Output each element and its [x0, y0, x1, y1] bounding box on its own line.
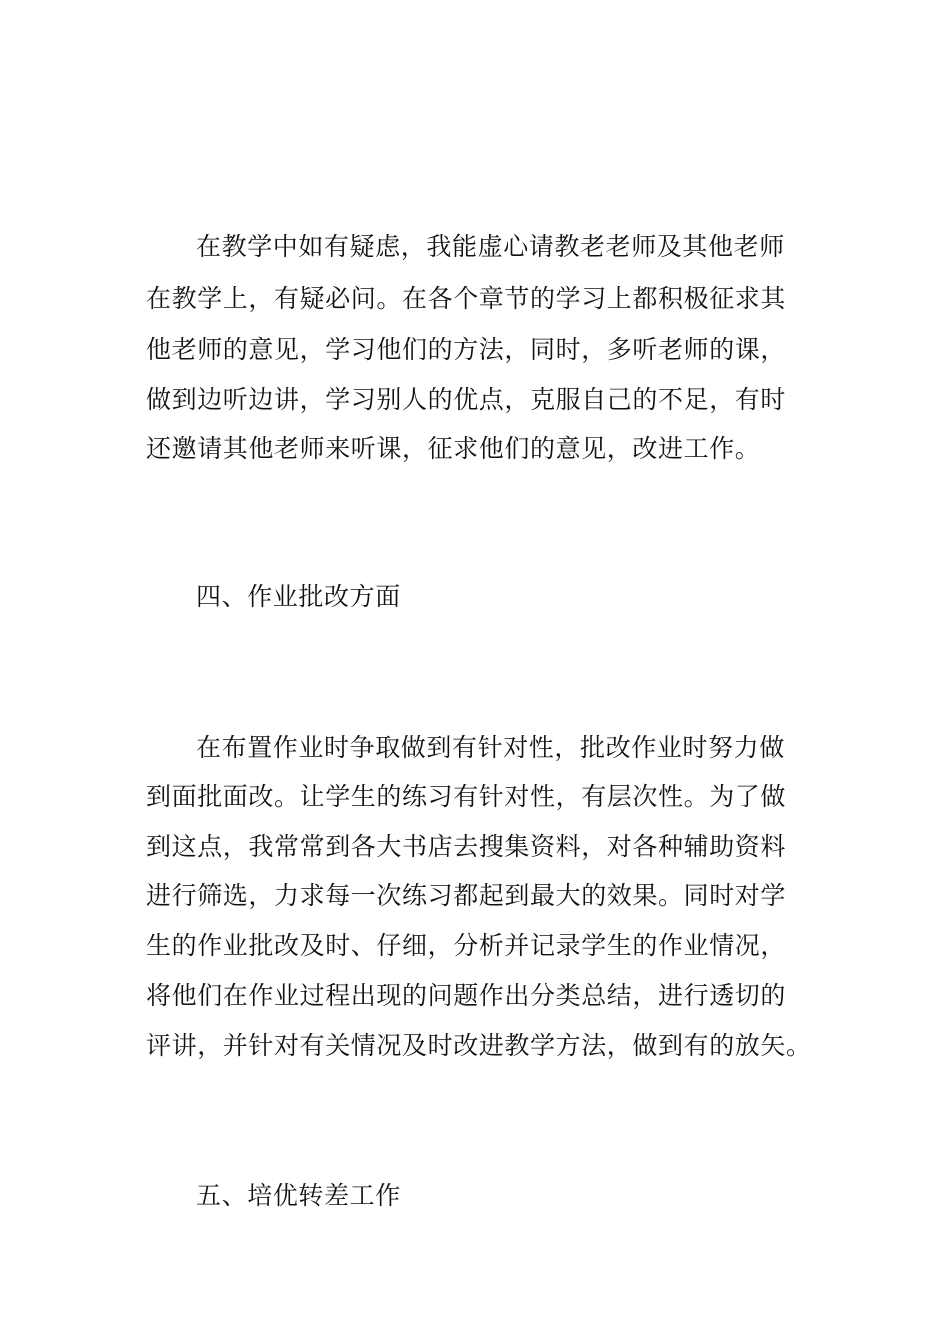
- section-heading: 四、作业批改方面: [196, 582, 401, 611]
- paragraph-line: 将他们在作业过程出现的问题作出分类总结，进行透切的: [146, 981, 787, 1010]
- paragraph-line: 在教学中如有疑虑，我能虚心请教老老师及其他老师: [196, 232, 785, 261]
- paragraph-line: 生的作业批改及时、仔细，分析并记录学生的作业情况，: [146, 931, 787, 960]
- paragraph-line: 在布置作业时争取做到有针对性，批改作业时努力做: [196, 733, 785, 762]
- paragraph-line: 进行筛选，力求每一次练习都起到最大的效果。同时对学: [146, 881, 787, 910]
- section-heading: 五、培优转差工作: [196, 1181, 401, 1210]
- paragraph-line: 评讲，并针对有关情况及时改进教学方法，做到有的放矢。: [146, 1031, 812, 1060]
- paragraph-line: 做到边听边讲，学习别人的优点，克服自己的不足，有时: [146, 385, 787, 414]
- paragraph-line: 在教学上，有疑必问。在各个章节的学习上都积极征求其: [146, 284, 787, 313]
- paragraph-line: 到这点，我常常到各大书店去搜集资料，对各种辅助资料: [146, 832, 787, 861]
- paragraph-line: 他老师的意见，学习他们的方法，同时，多听老师的课，: [146, 335, 787, 364]
- paragraph-line: 还邀请其他老师来听课，征求他们的意见，改进工作。: [146, 434, 761, 463]
- paragraph-line: 到面批面改。让学生的练习有针对性，有层次性。为了做: [146, 782, 787, 811]
